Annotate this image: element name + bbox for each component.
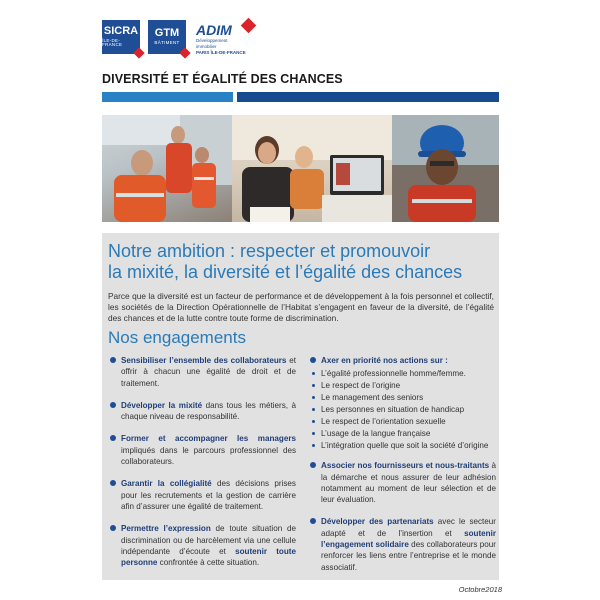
- gtm-logo-name: GTM: [154, 27, 180, 40]
- engagements-left-column: [108, 355, 296, 579]
- sub-bullet-icon: [312, 372, 315, 375]
- photo-office: [232, 115, 392, 222]
- engagement-text: des collaborateurs pour renforcer les liens entre l’entreprise et le monde associatif.: [321, 540, 496, 572]
- action-text: Le respect de l’orientation sexuelle: [321, 417, 446, 427]
- page-title: DIVERSITÉ ET ÉGALITÉ DES CHANCES: [102, 72, 343, 86]
- action-list-item: [308, 428, 496, 440]
- ambition-title-line2: la mixité, la diversité et l’égalité des chances: [108, 262, 463, 282]
- engagement-item: [108, 523, 296, 568]
- engagement-text: des décisions prises pour les recrutements et la gestion de carrière afin d’assurer une égalité de traitement.: [121, 479, 296, 511]
- logo-corner-mark: [133, 47, 144, 58]
- logo-corner-mark: [179, 47, 190, 58]
- action-list-item: [308, 368, 496, 380]
- photo-site-worker: [392, 115, 499, 222]
- action-text: L’usage de la langue française: [321, 429, 431, 439]
- accent-bar-dark: [237, 92, 499, 102]
- action-text: Les personnes en situation de handicap: [321, 405, 465, 415]
- action-text: Le management des seniors: [321, 393, 424, 403]
- actions-item: [308, 355, 496, 366]
- actions-title: Axer en priorité nos actions sur :: [321, 356, 448, 365]
- engagement-text: et offrir à chacun une égalité de droit et de traitement.: [121, 356, 296, 388]
- engagement-bold: Permettre l’expression: [121, 524, 211, 534]
- engagement-item: [308, 516, 496, 572]
- action-list-item: [308, 440, 496, 452]
- photo-strip: [102, 115, 499, 222]
- sub-bullet-icon: [312, 432, 315, 435]
- engagement-bold: Développer la mixité: [121, 400, 203, 410]
- engagement-bold: soutenir toute personne: [121, 546, 296, 568]
- engagement-text: dans tous les métiers, à chaque niveau de responsabilité.: [121, 400, 296, 422]
- engagement-item: [108, 355, 296, 389]
- engagement-bold: Associer nos fournisseurs et nous-traitants: [321, 461, 490, 471]
- bullet-icon: [310, 357, 316, 363]
- sub-bullet-icon: [312, 444, 315, 447]
- adim-logo-line1: Développement: [196, 38, 228, 43]
- action-text: L’égalité professionnelle homme/femme.: [321, 369, 466, 379]
- bullet-icon: [110, 402, 116, 408]
- action-list-item: [308, 404, 496, 416]
- action-text: Le respect de l’origine: [321, 381, 401, 391]
- engagements-title: Nos engagements: [108, 328, 246, 347]
- sicra-logo-sub: ÎLE-DE-FRANCE: [102, 37, 123, 48]
- adim-logo-line3: PARIS ÎLE-DE-FRANCE: [196, 50, 246, 55]
- engagements-right-column: [308, 355, 496, 584]
- sicra-logo-name: SICRA: [103, 25, 139, 37]
- action-list-item: [308, 392, 496, 404]
- engagement-bold: Garantir la collégialité: [121, 479, 212, 489]
- workers-illustration: [102, 115, 232, 222]
- office-illustration: [232, 115, 392, 222]
- ambition-title-line1: Notre ambition : respecter et promouvoir: [108, 241, 431, 261]
- bullet-icon: [310, 462, 316, 468]
- action-list-item: [308, 416, 496, 428]
- action-text: L’intégration quelle que soit la société d’origine: [321, 441, 489, 451]
- gtm-logo: [148, 20, 186, 54]
- bullet-icon: [110, 480, 116, 486]
- engagement-text: avec le secteur adapté et de l’insertion et: [321, 517, 496, 538]
- engagement-item: [108, 400, 296, 423]
- engagement-bold: soutenir l’engagement solidaire: [321, 528, 496, 550]
- sub-bullet-icon: [312, 384, 315, 387]
- bullet-icon: [110, 525, 116, 531]
- site-worker-illustration: [392, 115, 499, 222]
- sub-bullet-icon: [312, 408, 315, 411]
- bullet-icon: [310, 518, 316, 524]
- engagement-bold: Former et accompagner les managers: [121, 434, 296, 444]
- engagement-item: [108, 478, 296, 512]
- sub-bullet-icon: [312, 396, 315, 399]
- action-list-item: [308, 380, 496, 392]
- adim-logo-mark: [241, 18, 257, 34]
- logo-row: [102, 20, 256, 56]
- engagement-bold: Développer des partenariats: [321, 517, 434, 527]
- accent-bar-light: [102, 92, 233, 102]
- photo-workers: [102, 115, 232, 222]
- engagement-text: impliqués dans le parcours professionnel des collaborateurs.: [121, 445, 296, 467]
- adim-logo-name: ADIM: [196, 22, 232, 38]
- sub-bullet-icon: [312, 420, 315, 423]
- gtm-logo-sub: BÂTIMENT: [154, 39, 180, 45]
- engagement-bold: Sensibiliser l’ensemble des collaborateurs: [121, 356, 287, 365]
- engagement-text: de toute situation de discrimination ou de harcèlement via une cellule indépendante d’écoute et: [121, 524, 296, 556]
- actions-list: [308, 368, 496, 452]
- bullet-icon: [110, 435, 116, 441]
- adim-logo: [194, 20, 256, 56]
- engagement-text: confrontée à cette situation.: [157, 558, 260, 568]
- intro-paragraph: Parce que la diversité est un facteur de performance et de développement à la fois personnel et collectif, les sociétés de la Direction Opérationnelle de l’Habitat s’engagent en faveur de la diversité, de l’égalité des chances et de la lutte contre toute forme de discrimination.: [108, 291, 494, 324]
- engagements-panel: [102, 233, 499, 580]
- bullet-icon: [110, 357, 116, 363]
- adim-logo-line2: immobilier: [196, 44, 217, 49]
- engagement-text: à la démarche et nous assurer de leur adhésion notamment au moment de leur sélection et de leur évaluation.: [321, 461, 496, 505]
- ambition-title: [108, 241, 493, 283]
- sicra-logo: [102, 20, 140, 54]
- engagement-item: [108, 433, 296, 467]
- engagement-item: [308, 460, 496, 505]
- footer-date: Octobre2018: [458, 585, 502, 594]
